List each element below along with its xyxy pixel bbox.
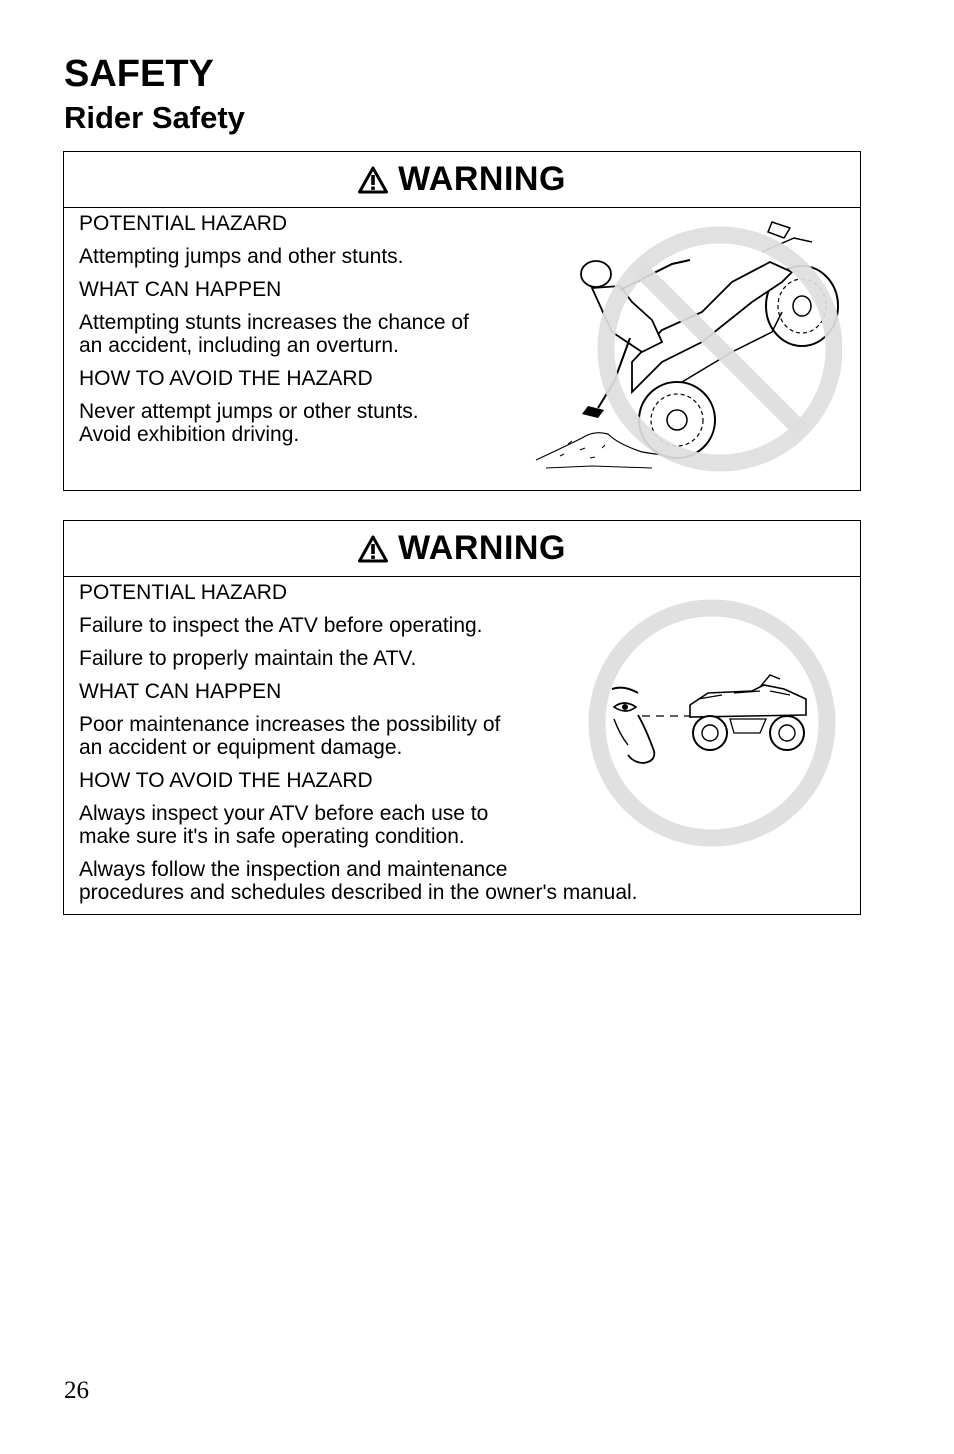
warning-text-line: Always inspect your ATV before each use to make sure it's in safe operating condition.	[79, 802, 489, 848]
warning-box-stunts	[63, 151, 861, 491]
warning-box-inspection	[63, 520, 861, 915]
warning-text-line: POTENTIAL HAZARD	[79, 212, 288, 235]
warning-text-line: Attempting stunts increases the chance of an accident, including an overturn.	[79, 311, 469, 357]
warning-body	[64, 577, 860, 904]
warning-text-line: Failure to properly maintain the ATV.	[79, 647, 417, 670]
warning-header	[64, 152, 860, 208]
warning-header	[64, 521, 860, 577]
warning-text-line: HOW TO AVOID THE HAZARD	[79, 769, 373, 792]
warning-triangle-icon	[358, 535, 388, 563]
subsection-title: Rider Safety	[64, 100, 245, 135]
warning-text-line: Never attempt jumps or other stunts. Avoid exhibition driving.	[79, 400, 419, 446]
section-title: SAFETY	[64, 53, 214, 95]
page-number: 26	[64, 1377, 89, 1404]
warning-heading: WARNING	[398, 529, 566, 567]
warning-text-line: WHAT CAN HAPPEN	[79, 278, 282, 301]
warning-heading: WARNING	[398, 160, 566, 198]
warning-text-line: Failure to inspect the ATV before operating.	[79, 614, 483, 637]
warning-text-line: Poor maintenance increases the possibility of an accident or equipment damage.	[79, 713, 501, 759]
warning-text-line: Attempting jumps and other stunts.	[79, 245, 404, 268]
warning-text-line: POTENTIAL HAZARD	[79, 581, 288, 604]
warning-text-line: Always follow the inspection and maintenance procedures and schedules described in the owner's manual.	[79, 858, 638, 904]
warning-text-line: HOW TO AVOID THE HAZARD	[79, 367, 373, 390]
warning-body	[64, 208, 860, 446]
warning-text-line: WHAT CAN HAPPEN	[79, 680, 282, 703]
warning-triangle-icon	[358, 166, 388, 194]
